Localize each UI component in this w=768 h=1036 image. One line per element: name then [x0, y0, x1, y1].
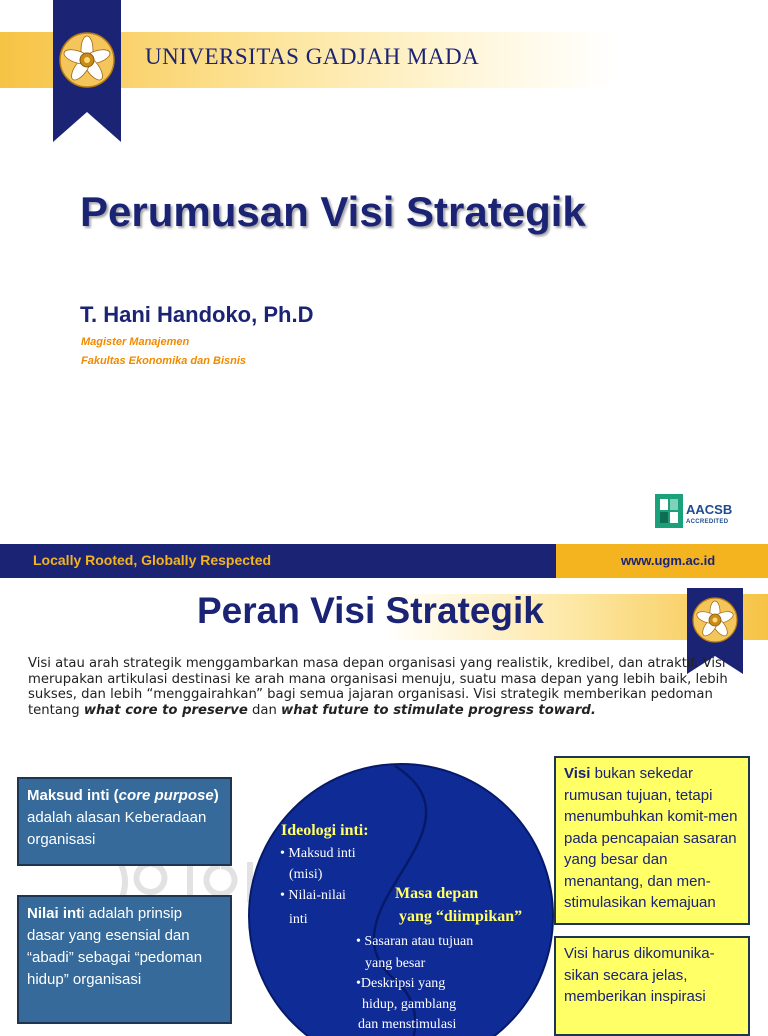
diagram-right-item: yang besar — [365, 956, 426, 971]
content-slide — [0, 582, 768, 1032]
diagram-right-item: hidup, gamblang — [362, 997, 457, 1012]
paragraph-connector: dan — [252, 702, 277, 718]
core-values-term: Nilai int — [27, 905, 82, 922]
diagram-right-heading: yang “diimpikan” — [399, 908, 523, 925]
core-purpose-box — [17, 777, 232, 866]
crest-icon — [693, 598, 737, 642]
core-purpose-term-italic: core purpose — [118, 787, 214, 804]
core-purpose-definition: adalah alasan Keberadaan organisasi — [27, 809, 207, 848]
university-crest-ribbon — [53, 0, 121, 142]
emphasis-preserve: what core to preserve — [83, 702, 248, 718]
communication-note-text: Visi harus dikomunika-sikan secara jelas, memberikan inspirasi — [564, 945, 715, 1005]
slide-title: Peran Visi Strategik — [197, 590, 544, 631]
diagram-left-item: inti — [289, 912, 308, 927]
faculty-name: Fakultas Ekonomika dan Bisnis — [81, 355, 247, 367]
diagram-right-item: • Sasaran atau tujuan — [356, 934, 474, 949]
paragraph-text: Visi atau arah strategik menggambarkan masa depan organisasi yang realistik, kredibel, dan atraktif. Visi merupakan artikulasi destinasi ke arah mana organisasi menuju, suatu masa depan yang lebih baik, lebih sukses, dan lebih “menggairahkan” bagi semua jajaran organisasi. Visi strategik memberikan pedoman tentang — [28, 656, 728, 718]
presentation-title: Perumusan Visi Strategik — [80, 188, 586, 235]
author-name: T. Hani Handoko, Ph.D — [80, 302, 314, 327]
aacsb-logo-icon — [655, 494, 683, 528]
core-values-definition: i adalah prinsip dasar yang esensial dan “abadi” sebagai “pedoman hidup” organisasi — [27, 905, 203, 988]
intro-paragraph — [28, 656, 753, 718]
core-purpose-term-close: ) — [213, 787, 219, 804]
footer-tagline: Locally Rooted, Globally Respected — [33, 552, 272, 568]
university-name: UNIVERSITAS GADJAH MADA — [145, 44, 480, 69]
core-values-box — [17, 895, 232, 1024]
crest-icon — [60, 33, 114, 87]
diagram-right-item: dan menstimulasi — [358, 1017, 457, 1032]
emphasis-future: what future to stimulate progress toward. — [281, 702, 596, 718]
footer-website[interactable]: www.ugm.ac.id — [621, 553, 716, 568]
program-name: Magister Manajemen — [81, 336, 190, 348]
vision-term: Visi — [564, 765, 591, 782]
diagram-right-item: •Deskripsi yang — [356, 976, 446, 991]
diagram-left-item: • Nilai-nilai — [280, 888, 346, 903]
communication-note-box — [554, 936, 750, 1036]
diagram-right-heading: Masa depan — [395, 885, 479, 902]
diagram-left-item: • Maksud inti — [280, 846, 356, 861]
vision-note-text: bukan sekedar rumusan tujuan, tetapi menumbuhkan komit-men pada pencapaian sasaran yang besar dan menantang, dan men-stimulasikan kemajuan — [564, 765, 738, 911]
aacsb-name: AACSB — [686, 502, 733, 517]
vision-note-box — [554, 756, 750, 925]
aacsb-status: ACCREDITED — [686, 519, 729, 525]
diagram-left-heading: Ideologi inti: — [281, 822, 369, 839]
diagram-left-item: (misi) — [289, 867, 323, 882]
core-purpose-term: Maksud inti ( — [27, 787, 119, 804]
